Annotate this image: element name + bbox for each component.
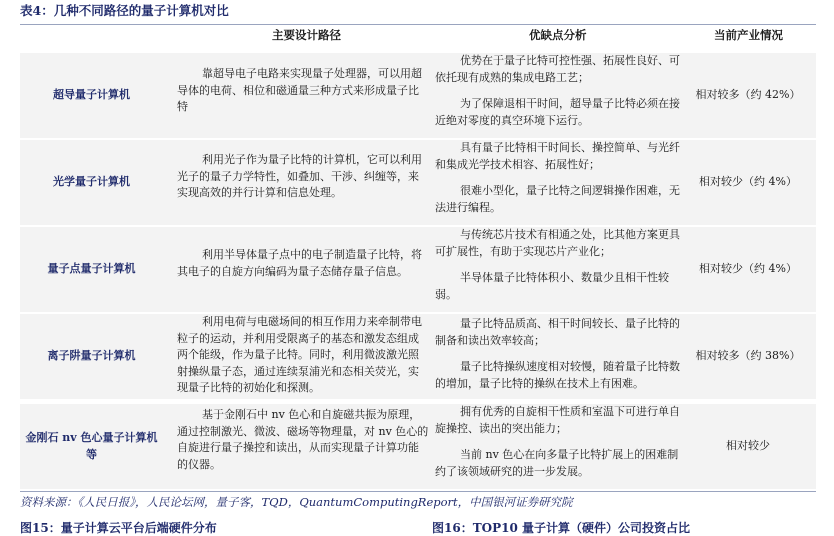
- row-analysis: [435, 53, 680, 129]
- row-name: 金刚石 nv 色心量子计算机等: [25, 431, 158, 461]
- row-name: 离子阱量子计算机: [47, 349, 136, 363]
- figure-caption-16: 图16：TOP10 量子计算（硬件）公司投资占比: [432, 521, 690, 535]
- row-name: 光学量子计算机: [53, 175, 130, 189]
- header-industry-status: 当前产业情况: [714, 28, 783, 42]
- row-cons: 半导体量子比特体积小、数量少且相干性较弱。: [435, 271, 669, 301]
- row-cons: 很难小型化，量子比特之间逻辑操作困难，无法进行编程。: [435, 184, 680, 214]
- row-status: 相对较少（约 4%）: [699, 175, 797, 189]
- row-design: 基于金刚石中 nv 色心和自旋磁共振为原理，通过控制激光、微波、磁场等物理量，对 nv 色心的自旋进行量子操控和读出，从而实现量子计算功能的仪器。: [177, 408, 429, 471]
- row-design: 利用电荷与电磁场间的相互作用力来牵制带电粒子的运动，并利用受限离子的基态和激发态组成两个能级，作为量子比特。同时，利用微波激光照射操纵量子态，通过连续泵浦光和态相关荧光，实现量子比特的初始化和探测。: [177, 315, 422, 394]
- row-cons: 为了保障退相干时间，超导量子比特必须在接近绝对零度的真空环境下运行。: [435, 97, 680, 127]
- table-row: [20, 314, 816, 399]
- row-pros: 与传统芯片技术有相通之处，比其他方案更具可扩展性，有助于实现芯片产业化；: [435, 228, 680, 258]
- table-top-rule: [20, 24, 816, 25]
- table-row: [20, 227, 816, 312]
- row-design: 利用半导体量子点中的电子制造量子比特，将其电子的自旋方向编码为量子态储存量子信息。: [177, 248, 422, 278]
- row-pros: 具有量子比特相干时间长、操控简单、与光纤和集成光学技术相容、拓展性好；: [435, 141, 680, 171]
- row-design: 靠超导电子电路来实现量子处理器，可以用超导体的电荷、相位和磁通量三种方式来形成量子比特: [177, 67, 422, 113]
- row-status: 相对较少（约 4%）: [699, 262, 797, 276]
- row-status: 相对较少: [726, 439, 770, 453]
- row-design: 利用光子作为量子比特的计算机，它可以利用光子的量子力学特性，如叠加、干涉、纠缠等，来实现高效的并行计算和信息处理。: [177, 153, 422, 199]
- row-pros: 拥有优秀的自旋相干性质和室温下可进行单自旋操控、读出的突出能力；: [435, 405, 680, 435]
- table-row: [20, 140, 816, 225]
- table-row: [20, 404, 816, 489]
- table-row: [20, 53, 816, 138]
- table-title: 表4：几种不同路径的量子计算机对比: [20, 3, 229, 18]
- row-name: 量子点量子计算机: [47, 262, 136, 276]
- row-cons: 当前 nv 色心在向多量子比特扩展上的困难制约了该领域研究的进一步发展。: [435, 448, 679, 478]
- row-cons: 量子比特操纵速度相对较慢，随着量子比特数的增加，量子比特的操纵在技术上有困难。: [435, 360, 680, 390]
- row-status: 相对较多（约 38%）: [695, 349, 801, 363]
- row-name: 超导量子计算机: [53, 88, 130, 102]
- row-status: 相对较多（约 42%）: [695, 88, 801, 102]
- row-analysis: [435, 227, 680, 303]
- row-analysis: [435, 404, 680, 480]
- row-analysis: [435, 140, 680, 216]
- table-source: 资料来源：《人民日报》，人民论坛网，量子客，TQD，QuantumComputingReport，中国银河证券研究院: [20, 495, 573, 509]
- header-design-path: 主要设计路径: [272, 28, 341, 42]
- figure-caption-15: 图15：量子计算云平台后端硬件分布: [20, 521, 217, 535]
- row-pros: 优势在于量子比特可控性强、拓展性良好、可依托现有成熟的集成电路工艺；: [435, 54, 680, 84]
- header-pros-cons: 优缺点分析: [529, 28, 587, 42]
- table-bottom-rule: [20, 491, 816, 492]
- row-pros: 量子比特品质高、相干时间较长、量子比特的制备和读出效率较高；: [435, 317, 680, 347]
- row-analysis: [435, 316, 680, 392]
